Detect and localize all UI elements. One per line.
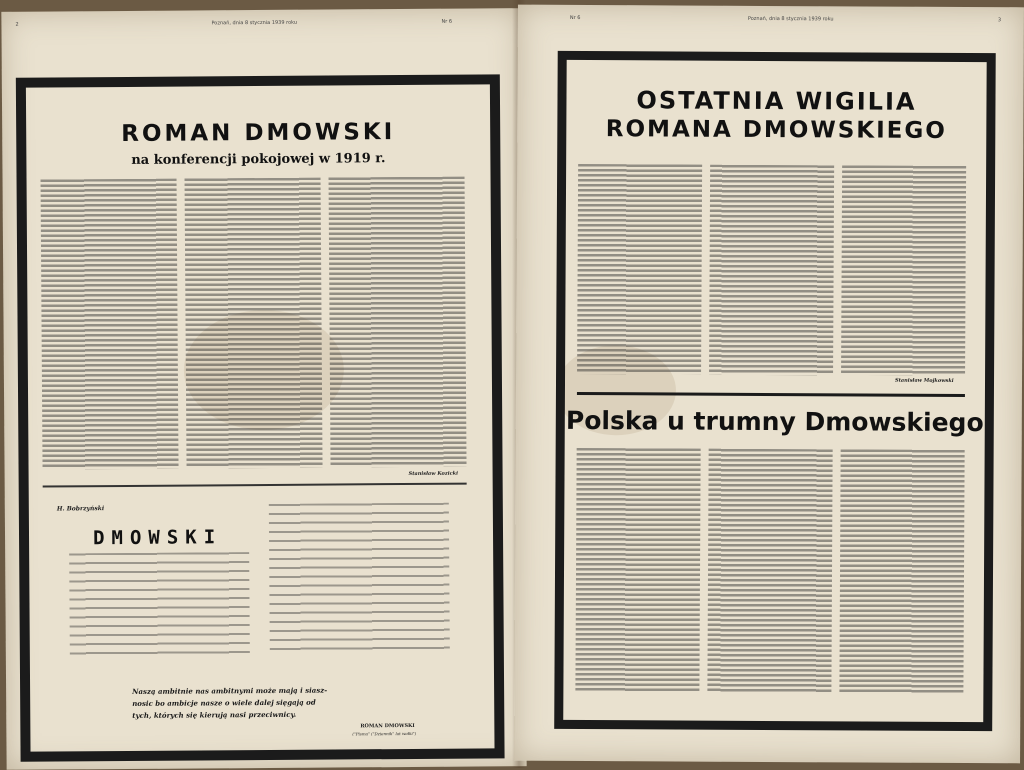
article-column-3 xyxy=(841,165,966,376)
running-header: Poznań, dnia 8 stycznia 1939 roku xyxy=(211,19,298,27)
list-column-2 xyxy=(707,449,832,694)
mourning-frame xyxy=(554,51,996,731)
poem-title: DMOWSKI xyxy=(92,526,223,550)
left-page xyxy=(1,8,526,770)
mourning-frame xyxy=(16,74,505,761)
headline-2: Polska u trumny Dmowskiego xyxy=(565,405,984,438)
right-page xyxy=(514,5,1024,764)
quote-signature: ROMAN DMOWSKI xyxy=(360,722,415,730)
page-number-right: 3 xyxy=(997,17,1002,24)
article-signature: Stanisław Mojkowski xyxy=(895,377,954,384)
section-divider xyxy=(43,483,467,488)
quote-source: ("Pisma" ("Dziennik" lat wałki") xyxy=(352,730,417,737)
list-column-1 xyxy=(575,448,700,693)
quote-line-1: Naszą ambitnie nas ambitnymi może mają i siasz- xyxy=(132,685,328,696)
page-number: Nr 6 xyxy=(569,14,581,22)
list-column-3 xyxy=(839,449,964,694)
page-number: 2 xyxy=(15,21,19,28)
article-signature: Stanisław Kozicki xyxy=(408,470,459,477)
poem-stanzas-left xyxy=(69,552,250,657)
poem-author: H. Bobrzyński xyxy=(56,505,105,513)
headline-line-2: ROMANA DMOWSKIEGO xyxy=(605,116,947,144)
subheadline: na konferencji pokojowej w 1919 r. xyxy=(131,151,386,168)
quote-line-2: nosic bo ambicje nasze o wiele dalej sięgają od xyxy=(132,697,316,708)
section-divider xyxy=(577,392,965,397)
article-column-2 xyxy=(185,178,323,469)
running-header: Poznań, dnia 8 stycznia 1939 roku xyxy=(747,15,834,23)
article-column-2 xyxy=(709,165,834,376)
quote-line-3: tych, których się kierują nasi przeciwnicy. xyxy=(132,709,297,720)
article-column-1 xyxy=(577,164,702,375)
article-column-3 xyxy=(329,177,467,468)
poem-stanzas-right xyxy=(269,503,450,656)
headline-line-1: OSTATNIA WIGILIA xyxy=(636,86,917,116)
issue-number: Nr 6 xyxy=(441,18,453,25)
headline: ROMAN DMOWSKI xyxy=(121,119,396,147)
article-column-1 xyxy=(41,179,179,470)
